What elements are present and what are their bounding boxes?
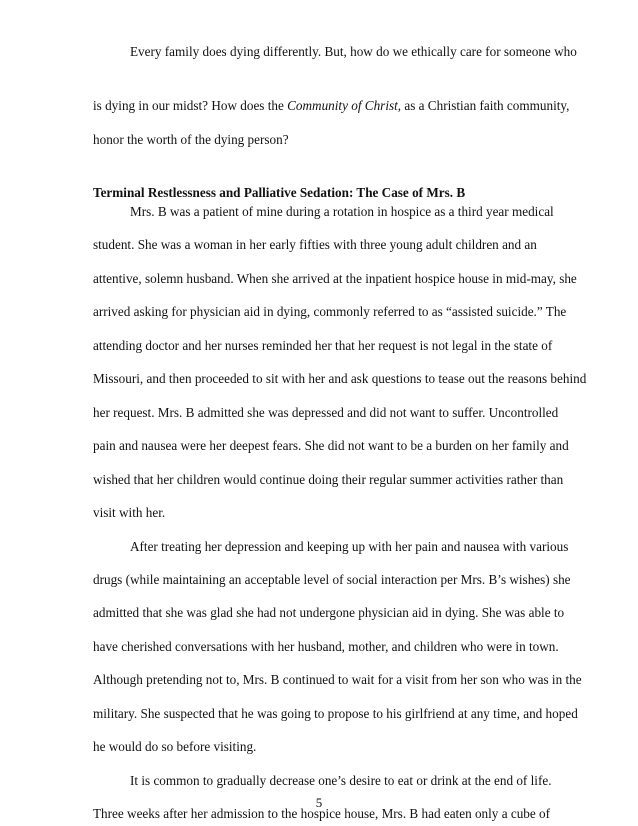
paragraph-2-line-1: Mrs. B was a patient of mine during a rotation in hospice as a third year medical [130, 204, 554, 219]
paragraph-2-line-2: student. She was a woman in her early fifties with three young adult children and an [93, 237, 537, 252]
paragraph-2-line-3: attentive, solemn husband. When she arrived at the inpatient hospice house in mid-may, she [93, 271, 577, 286]
paragraph-3-line-5: Although pretending not to, Mrs. B continued to wait for a visit from her son who was in the [93, 672, 582, 687]
paragraph-2-line-10: visit with her. [93, 505, 166, 520]
paragraph-1-line-3: honor the worth of the dying person? [93, 132, 289, 147]
paragraph-3-line-4: have cherished conversations with her husband, mother, and children who were in town. [93, 639, 559, 654]
paragraph-2-line-7: her request. Mrs. B admitted she was depressed and did not want to suffer. Uncontrolled [93, 405, 559, 420]
paragraph-2-line-6: Missouri, and then proceeded to sit with her and ask questions to tease out the reasons behind [93, 371, 587, 386]
paragraph-3-line-2: drugs (while maintaining an acceptable level of social interaction per Mrs. B’s wishes) she [93, 572, 571, 587]
paragraph-3-line-7: he would do so before visiting. [93, 739, 257, 754]
paragraph-2-line-9: wished that her children would continue doing their regular summer activities rather than [93, 472, 564, 487]
paragraph-3-line-1: After treating her depression and keeping up with her pain and nausea with various [130, 539, 569, 554]
paragraph-2-line-8: pain and nausea were her deepest fears. She did not want to be a burden on her family and [93, 438, 569, 453]
paragraph-4-line-1: It is common to gradually decrease one’s desire to eat or drink at the end of life. [130, 773, 552, 788]
paragraph-2-line-4: arrived asking for physician aid in dying, commonly referred to as “assisted suicide.” The [93, 304, 567, 319]
section-heading: Terminal Restlessness and Palliative Sedation: The Case of Mrs. B [93, 185, 466, 200]
community-of-christ-emphasis: Community of Christ [287, 98, 398, 113]
page-number: 5 [315, 795, 323, 810]
paragraph-3-line-6: military. She suspected that he was going to propose to his girlfriend at any time, and hoped [93, 706, 578, 721]
paragraph-1-line-2 [93, 98, 569, 114]
paragraph-4-line-2: Three weeks after her admission to the hospice house, Mrs. B had eaten only a cube of [93, 806, 551, 821]
text-span: is dying in our midst? How does the [93, 98, 288, 113]
paragraph-3-line-3: admitted that she was glad she had not undergone physician aid in dying. She was able to [93, 605, 565, 620]
paragraph-1-line-1: Every family does dying differently. But, how do we ethically care for someone who [130, 44, 577, 59]
paragraph-2-line-5: attending doctor and her nurses reminded her that her request is not legal in the state of [93, 338, 553, 353]
text-span: , as a Christian faith community, [397, 98, 570, 113]
